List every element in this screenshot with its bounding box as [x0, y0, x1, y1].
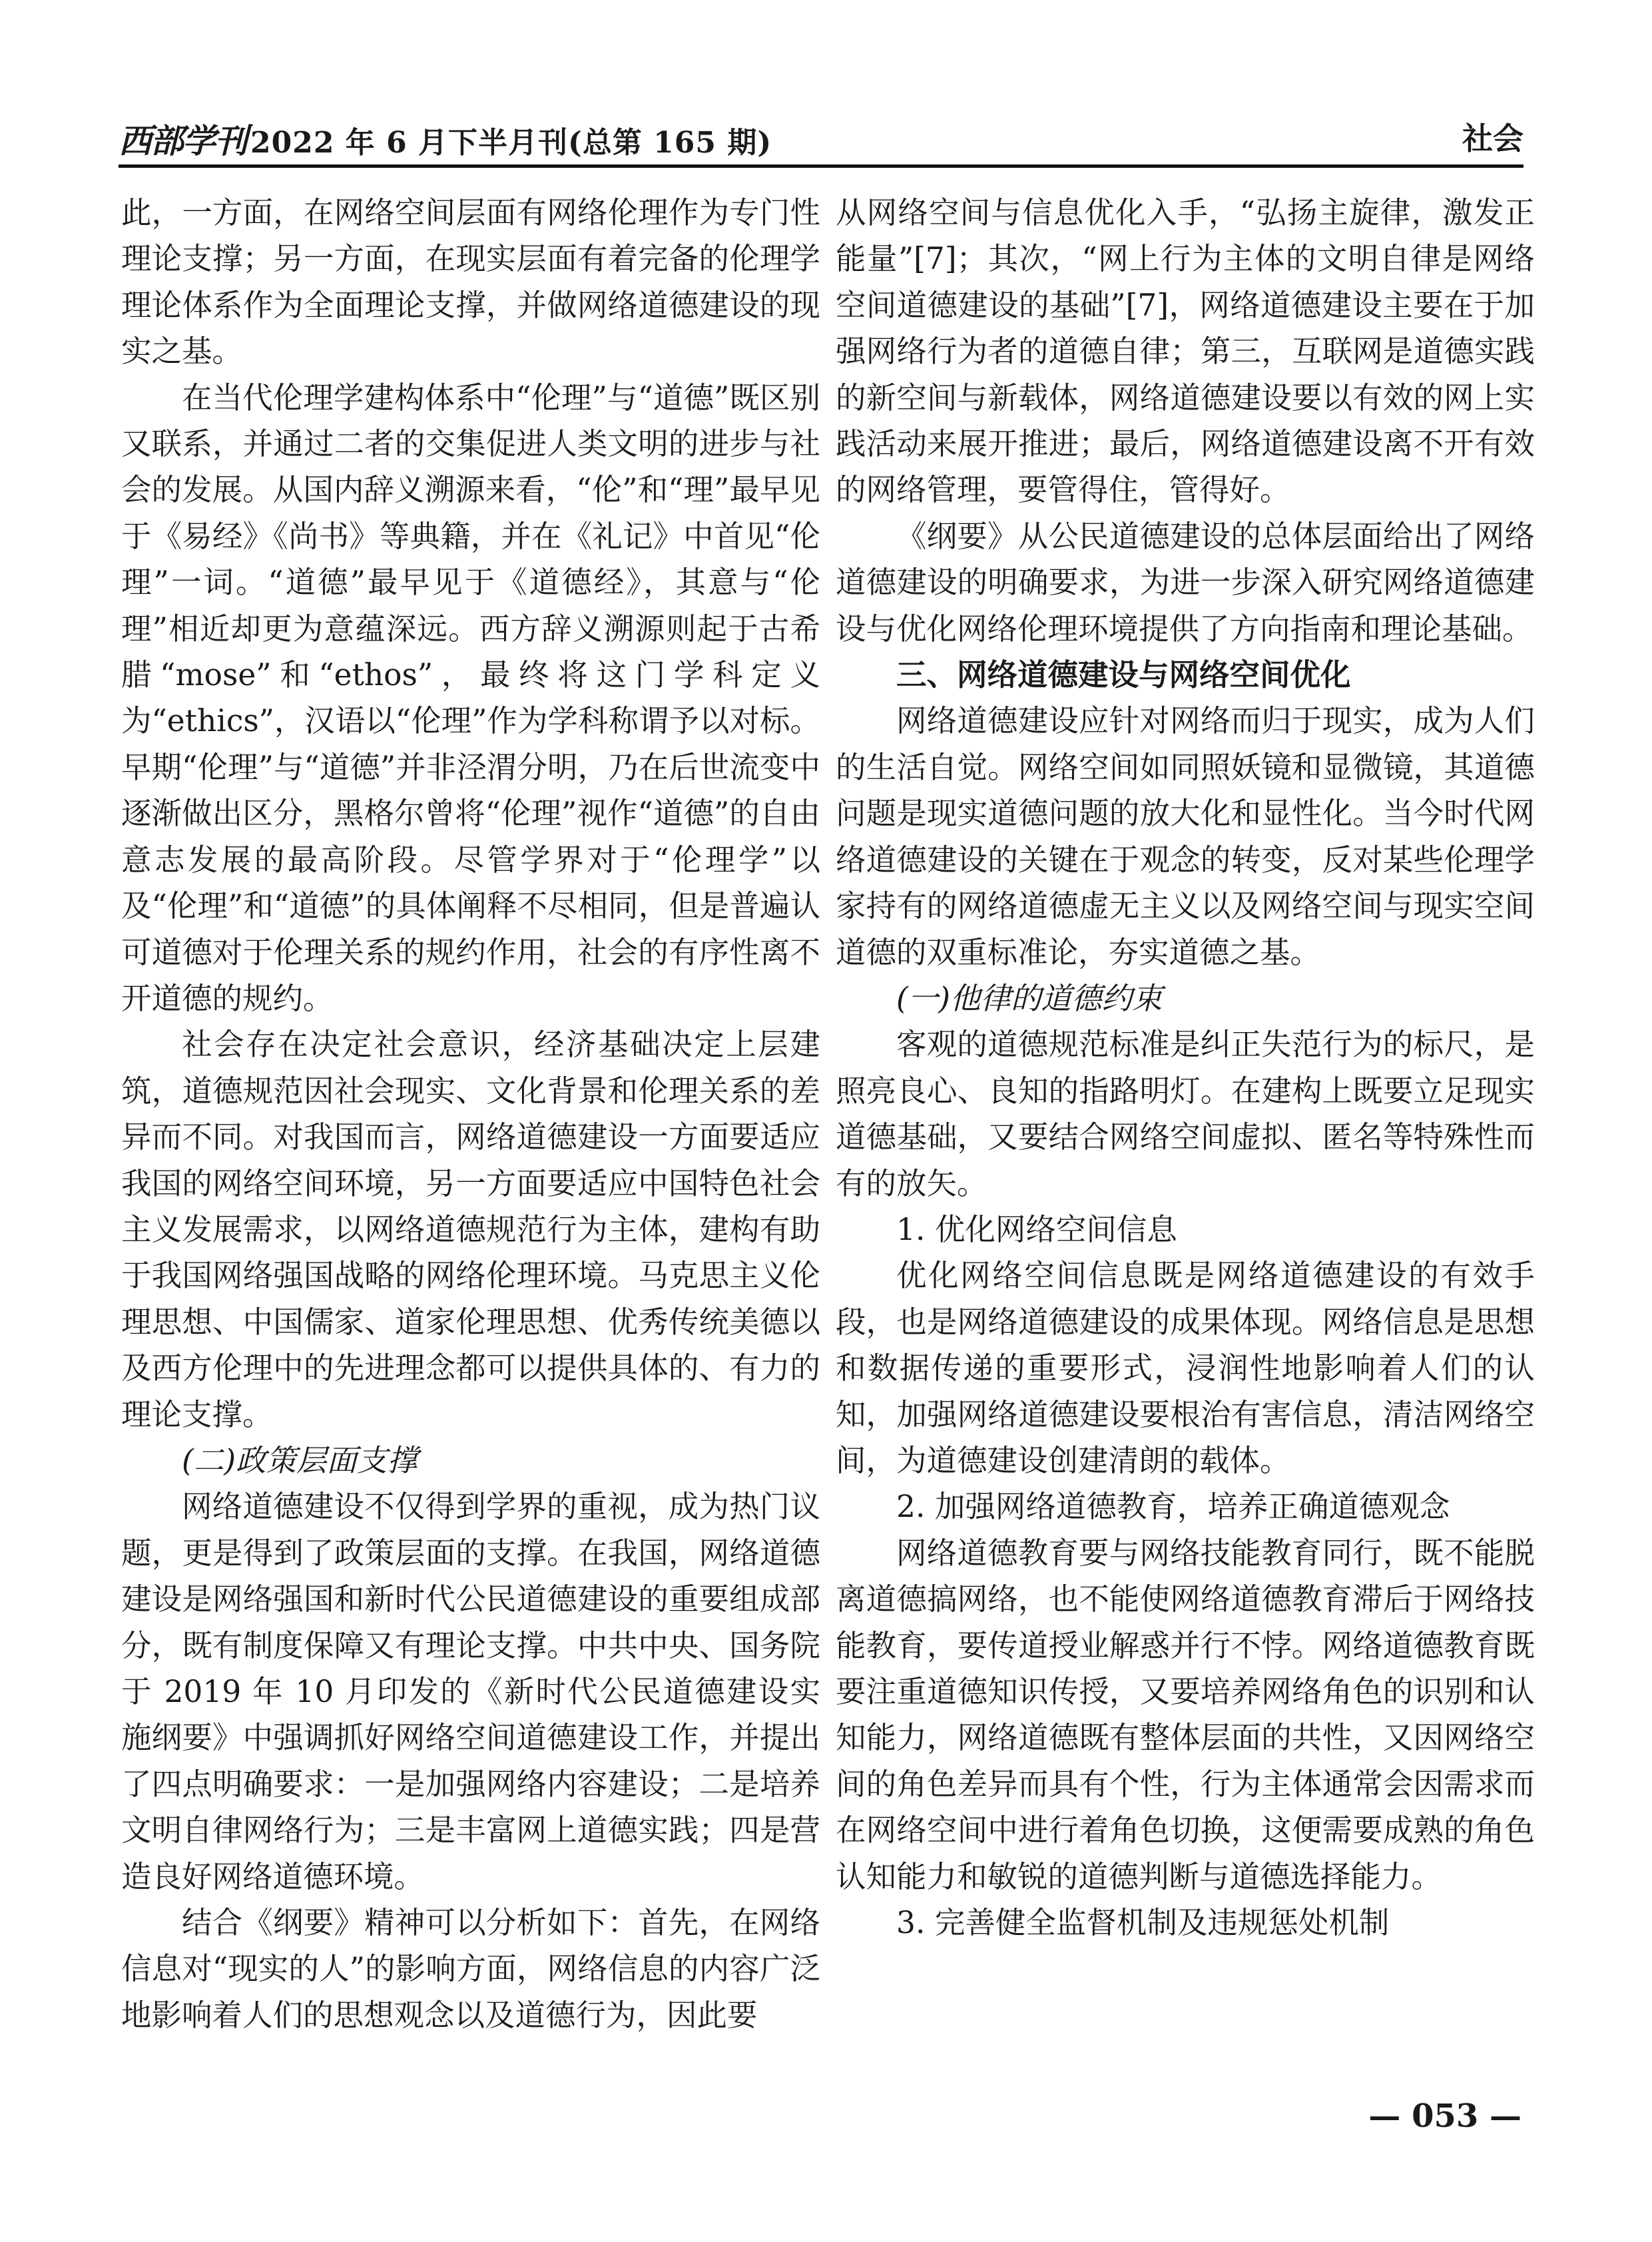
journal-logo: 西部学刊: [119, 121, 246, 160]
paragraph: 网络道德建设应针对网络而归于现实，成为人们的生活自觉。网络空间如同照妖镜和显微镜，其道德问题是现实道德问题的放大化和显性化。当今时代网络道德建设的关键在于观念的转变，反对某些伦理学家持有的网络道德虚无主义以及网络空间与现实空间道德的双重标准论，夯实道德之基。: [836, 703, 1535, 970]
paragraph: 网络道德建设不仅得到学界的重视，成为热门议题，更是得到了政策层面的支撑。在我国，网络道德建设是网络强国和新时代公民道德建设的重要组成部分，既有制度保障又有理论支撑。中共中央、国务院于 2019 年 10 月印发的《新时代公民道德建设实施纲要》中强调抓好网络空间道德建设工作，并提出了四点明确要求：一是加强网络内容建设；二是培养文明自律网络行为；三是丰富网上道德实践；四是营造良好网络道德环境。: [121, 1489, 820, 1894]
paragraph: 客观的道德规范标准是纠正失范行为的标尺，是照亮良心、良知的指路明灯。在建构上既要立足现实道德基础，又要结合网络空间虚拟、匿名等特殊性而有的放矢。: [836, 1027, 1535, 1201]
page-number: — 053 —: [1368, 2098, 1521, 2135]
running-header: [119, 112, 1523, 168]
paragraph: 在当代伦理学建构体系中“伦理”与“道德”既区别又联系，并通过二者的交集促进人类文明的进步与社会的发展。从国内辞义溯源来看，“伦”和“理”最早见于《易经》《尚书》等典籍，并在《礼记》中首见“伦理”一词。“道德”最早见于《道德经》，其意与“伦理”相近却更为意蕴深远。西方辞义溯源则起于古希腊“mose”和“ethos”，最终将这门学科定义为“ethics”，汉语以“伦理”作为学科称谓予以对标。早期“伦理”与“道德”并非泾渭分明，乃在后世流变中逐渐做出区分，黑格尔曾将“伦理”视作“道德”的自由意志发展的最高阶段。尽管学界对于“伦理学”以及“伦理”和“道德”的具体阐释不尽相同，但是普遍认可道德对于伦理关系的规约作用，社会的有序性离不开道德的规约。: [121, 380, 820, 1016]
left-column: [121, 190, 820, 2038]
journal-issue-line: [119, 115, 772, 162]
section-label: 社会: [1462, 121, 1523, 156]
numbered-subheading: 3. 完善健全监督机制及违规惩处机制: [896, 1905, 1390, 1941]
numbered-subheading: 1. 优化网络空间信息: [896, 1211, 1177, 1247]
paragraph: 网络道德教育要与网络技能教育同行，既不能脱离道德搞网络，也不能使网络道德教育滞后于网络技能教育，要传道授业解惑并行不悖。网络道德教育既要注重道德知识传授，又要培养网络角色的识别和认知能力，网络道德既有整体层面的共性，又因网络空间的角色差异而具有个性，行为主体通常会因需求而在网络空间中进行着角色切换，这便需要成熟的角色认知能力和敏锐的道德判断与道德选择能力。: [836, 1535, 1535, 1894]
numbered-subheading: 2. 加强网络道德教育，培养正确道德观念: [896, 1489, 1450, 1525]
paragraph: 优化网络空间信息既是网络道德建设的有效手段，也是网络道德建设的成果体现。网络信息是思想和数据传递的重要形式，浸润性地影响着人们的认知，加强网络道德建设要根治有害信息，清洁网络空间，为道德建设创建清朗的载体。: [836, 1258, 1535, 1478]
paragraph: 结合《纲要》精神可以分析如下：首先，在网络信息对“现实的人”的影响方面，网络信息的内容广泛地影响着人们的思想观念以及道德行为，因此要: [121, 1905, 820, 2033]
issue-info: 2022 年 6 月下半月刊(总第 165 期): [250, 126, 772, 160]
subheading: (二)政策层面支撑: [182, 1442, 418, 1478]
section-heading: 三、网络道德建设与网络空间优化: [896, 657, 1351, 693]
subheading: (一)他律的道德约束: [896, 980, 1163, 1016]
paragraph: 此，一方面，在网络空间层面有网络伦理作为专门性理论支撑；另一方面，在现实层面有着完备的伦理学理论体系作为全面理论支撑，并做网络道德建设的现实之基。: [121, 195, 820, 370]
paragraph: 从网络空间与信息优化入手，“弘扬主旋律，激发正能量”[7]；其次，“网上行为主体的文明自律是网络空间道德建设的基础”[7]，网络道德建设主要在于加强网络行为者的道德自律；第三，互联网是道德实践的新空间与新载体，网络道德建设要以有效的网上实践活动来展开推进；最后，网络道德建设离不开有效的网络管理，要管得住，管得好。: [836, 195, 1535, 508]
right-column: [836, 190, 1535, 1946]
paragraph: 《纲要》从公民道德建设的总体层面给出了网络道德建设的明确要求，为进一步深入研究网络道德建设与优化网络伦理环境提供了方向指南和理论基础。: [836, 518, 1535, 647]
paragraph: 社会存在决定社会意识，经济基础决定上层建筑，道德规范因社会现实、文化背景和伦理关系的差异而不同。对我国而言，网络道德建设一方面要适应我国的网络空间环境，另一方面要适应中国特色社会主义发展需求，以网络道德规范行为主体，建构有助于我国网络强国战略的网络伦理环境。马克思主义伦理思想、中国儒家、道家伦理思想、优秀传统美德以及西方伦理中的先进理念都可以提供具体的、有力的理论支撑。: [121, 1027, 820, 1432]
